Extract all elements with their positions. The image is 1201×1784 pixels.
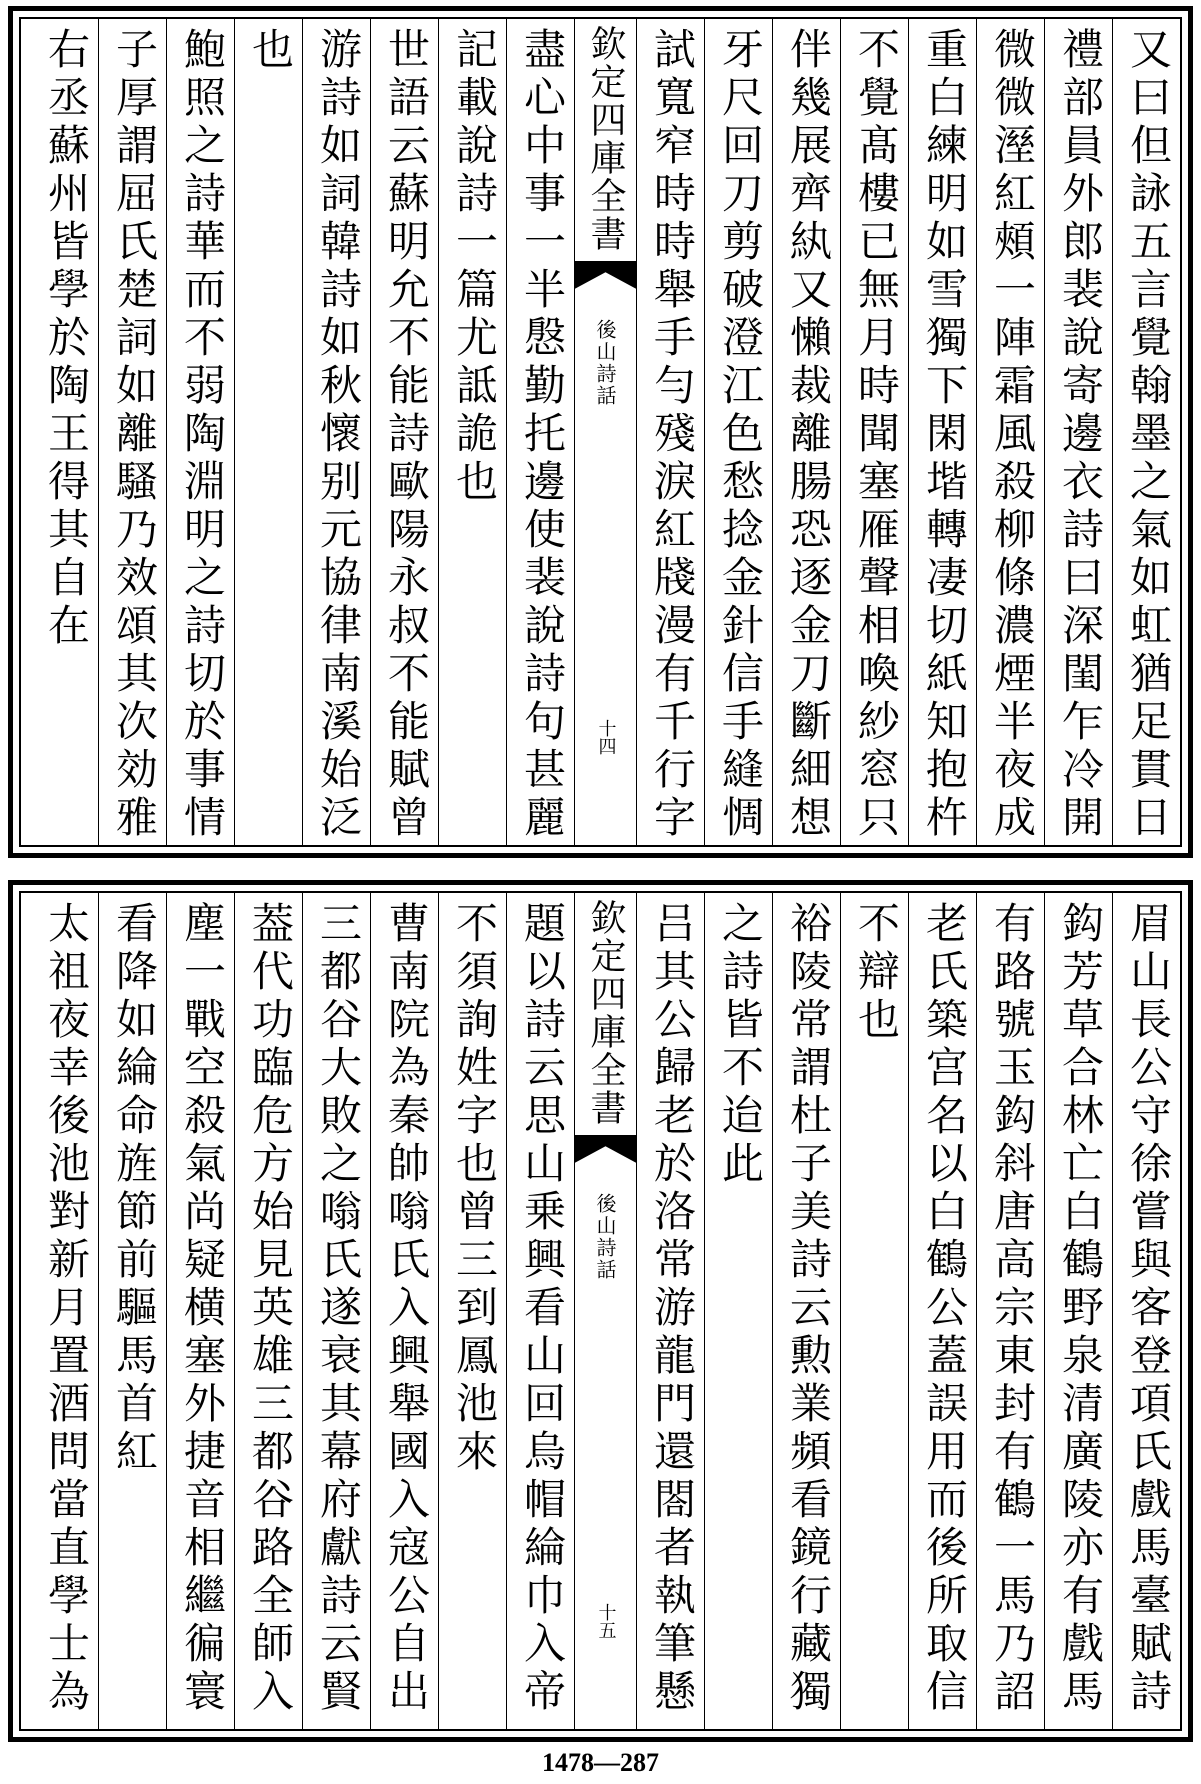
- collection-title: 欽定四庫全書: [585, 899, 626, 1127]
- folio-number: 十四: [595, 719, 617, 755]
- text-column: 禮部員外郎裴說寄邊衣詩曰深閨乍冷開: [1044, 19, 1112, 845]
- text-column: 看降如綸命旌節前驅馬首紅: [98, 893, 166, 1729]
- collection-title: 欽定四庫全書: [585, 25, 626, 253]
- text-column: 游詩如詞韓詩如秋懷别元協律南溪始泛: [302, 19, 370, 845]
- folio-number: 十五: [595, 1603, 617, 1639]
- text-column: 微微溼紅頰一陣霜風殺柳條濃煙半夜成: [976, 19, 1044, 845]
- top-page-panel: [8, 6, 1193, 858]
- text-column: 太祖夜幸後池對新月置酒問當直學士為: [42, 901, 91, 1717]
- text-column: 塵一戰空殺氣尚疑横塞外捷音相繼徧寰: [166, 893, 234, 1729]
- text-column: 眉山長公守徐嘗與客登項氏戲馬臺賦詩: [1112, 893, 1180, 1729]
- text-column: 子厚謂屈氏楚詞如離騷乃效頌其次効雅: [98, 19, 166, 845]
- text-column: 盡心中事一半慇勤托邊使裴說詩句甚麗: [506, 19, 574, 845]
- center-fold-column: [574, 19, 636, 845]
- text-column: 曹南院為秦帥嗡氏入興舉國入寇公自出: [370, 893, 438, 1729]
- text-column: 又曰但詠五言覺翰墨之氣如虹猶足貫日: [1112, 19, 1180, 845]
- text-column: 不覺髙樓已無月時聞塞雁聲相喚紗窓只: [840, 19, 908, 845]
- book-title: 後山詩話: [593, 319, 617, 407]
- text-column: 鈎芳草合林亡白鶴野泉清廣陵亦有戲馬: [1044, 893, 1112, 1729]
- text-column: 牙尺回刀剪破澄江色愁捻金針信手縫惆: [704, 19, 772, 845]
- text-column: 葢代功臨危方始見英雄三都谷路全師入: [234, 893, 302, 1729]
- text-column: 世語云蘇明允不能詩歐陽永叔不能賦曾: [370, 19, 438, 845]
- text-column: 右丞蘇州皆學於陶王得其自在: [42, 27, 91, 651]
- text-column: 不須詢姓字也曾三到鳳池來: [438, 893, 506, 1729]
- text-column: 伴幾展齊紈又懶裁離腸恐逐金刀斷細想: [772, 19, 840, 845]
- fishtail-mark-icon: [575, 1135, 637, 1163]
- fishtail-mark-icon: [575, 261, 637, 289]
- center-fold-column: [574, 893, 636, 1729]
- text-column: 鮑照之詩華而不弱陶淵明之詩切於事情: [166, 19, 234, 845]
- book-title: 後山詩話: [593, 1193, 617, 1281]
- text-column: 吕其公歸老於洛常游龍門還閤者執筆懸: [636, 893, 704, 1729]
- text-column: 裕陵常謂杜子美詩云勲業頻看鏡行藏獨: [772, 893, 840, 1729]
- top-page-columns: [19, 17, 1182, 847]
- text-column: 試寬窄時時舉手勻殘淚紅牋漫有千行字: [636, 19, 704, 845]
- text-column: 三都谷大敗之嗡氏遂衰其幕府獻詩云賢: [302, 893, 370, 1729]
- bottom-page-columns: [19, 891, 1182, 1731]
- text-column: 之詩皆不迨此: [704, 893, 772, 1729]
- bottom-page-panel: [8, 880, 1193, 1742]
- text-column: 老氏築宫名以白鶴公蓋誤用而後所取信: [908, 893, 976, 1729]
- text-column: 也: [234, 19, 302, 845]
- text-column: 有路號玉鈎斜唐高宗東封有鶴一馬乃詔: [976, 893, 1044, 1729]
- text-column: 不辯也: [840, 893, 908, 1729]
- text-column: 記載說詩一篇尤詆詭也: [438, 19, 506, 845]
- text-column: 重白練明如雪獨下閑堦轉凄切紙知抱杵: [908, 19, 976, 845]
- text-column: 題以詩云思山乗興看山回烏帽綸巾入帝: [506, 893, 574, 1729]
- page-number-footer: 1478—287: [542, 1748, 659, 1777]
